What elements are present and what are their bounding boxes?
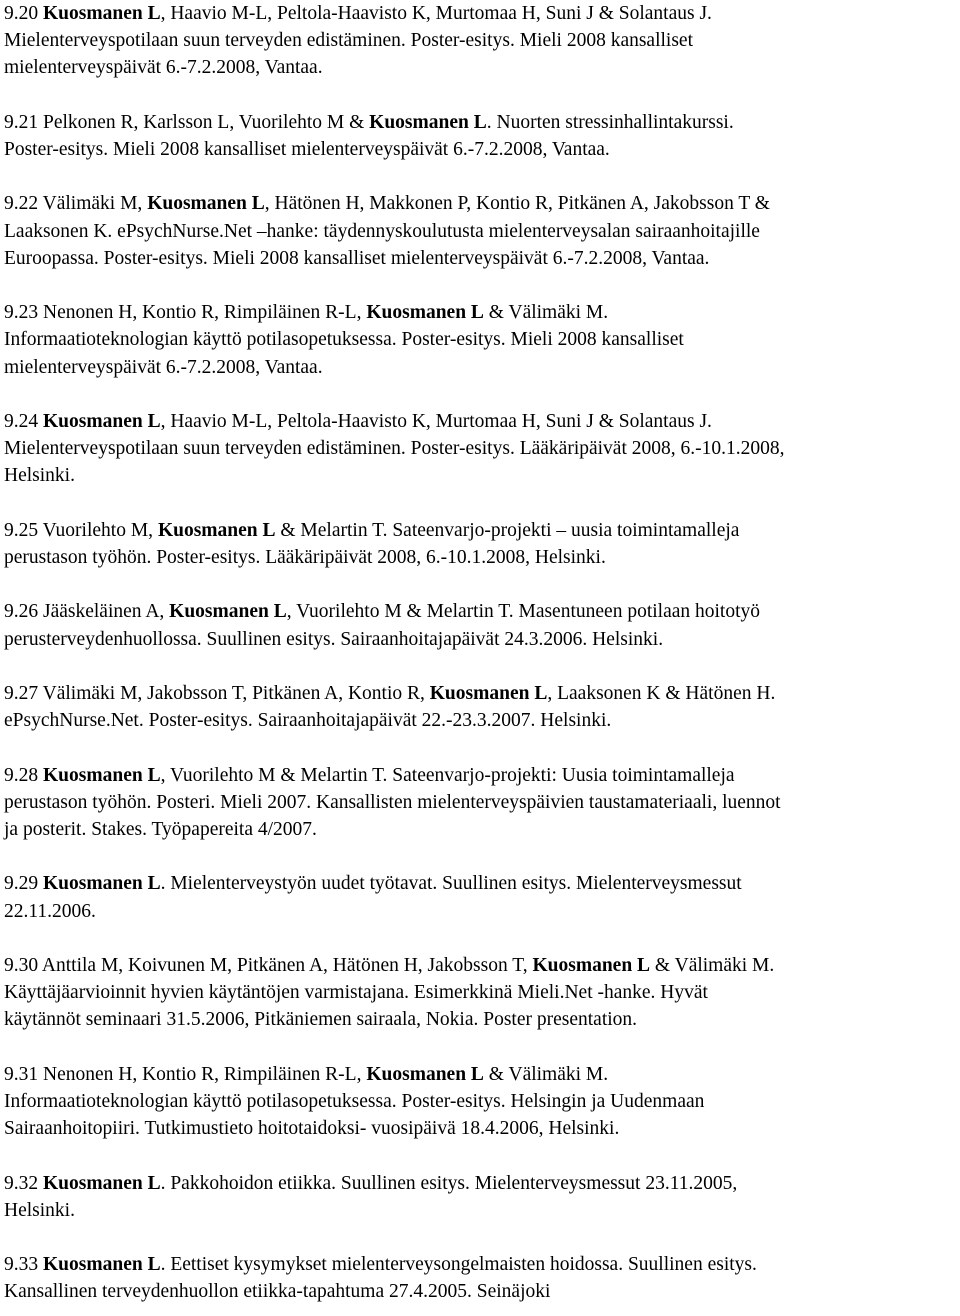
reference-text: , Haavio M-L, Peltola-Haavisto K, Murtomaa H, Suni J & Solantaus J. xyxy=(160,3,712,24)
reference-entry xyxy=(4,408,954,490)
reference-entry xyxy=(4,109,954,163)
reference-text: & Välimäki M. xyxy=(650,954,775,976)
author-highlight: Kuosmanen L xyxy=(369,111,487,133)
reference-line xyxy=(4,1170,954,1197)
reference-text: Käyttäjäarvioinnit hyvien käytäntöjen varmistajana. Esimerkkinä Mieli.Net -hanke. Hyvät xyxy=(4,982,708,1004)
reference-text: Informaatioteknologian käyttö potilasopetuksessa. Poster-esitys. Helsingin ja Uudenmaan xyxy=(4,1090,705,1112)
reference-text: Kansallinen terveydenhuollon etiikka-tapahtuma 27.4.2005. Seinäjoki xyxy=(4,1281,551,1303)
reference-entry xyxy=(4,598,954,652)
author-highlight: Kuosmanen L xyxy=(43,873,161,895)
reference-text: & Melartin T. Sateenvarjo-projekti – uusia toimintamalleja xyxy=(275,519,740,541)
reference-text: Mielenterveyspotilaan suun terveyden edistäminen. Poster-esitys. Lääkäripäivät 2008, 6.-10.1.2008, xyxy=(4,438,785,460)
entry-spacer xyxy=(4,1142,954,1169)
reference-line xyxy=(4,27,954,54)
reference-text: 9.30 Anttila M, Koivunen M, Pitkänen A, Hätönen H, Jakobsson T, xyxy=(4,954,533,976)
author-highlight: Kuosmanen L xyxy=(366,1063,484,1085)
reference-line xyxy=(4,136,954,163)
entry-spacer xyxy=(4,1224,954,1251)
reference-line xyxy=(4,816,954,843)
author-highlight: Kuosmanen L xyxy=(169,601,287,623)
reference-text: 9.27 Välimäki M, Jakobsson T, Pitkänen A, Kontio R, xyxy=(4,682,430,704)
entry-spacer xyxy=(4,1034,954,1061)
reference-text: 9.28 xyxy=(4,764,43,786)
reference-line xyxy=(4,1115,954,1142)
reference-text: , Vuorilehto M & Melartin T. Masentuneen potilaan hoitotyö xyxy=(286,601,761,623)
reference-text: 9.21 Pelkonen R, Karlsson L, Vuorilehto M & xyxy=(4,111,370,133)
reference-entry xyxy=(4,1061,954,1143)
entry-spacer xyxy=(4,490,954,517)
reference-text: Mielenterveyspotilaan suun terveyden edistäminen. Poster-esitys. Mieli 2008 kansalliset xyxy=(4,30,694,52)
reference-text: perustason työhön. Posteri. Mieli 2007. Kansallisten mielenterveyspäivien taustamateriaali, luennot xyxy=(4,791,781,813)
reference-text: 9.25 Vuorilehto M, xyxy=(4,519,158,541)
reference-line xyxy=(4,1251,954,1278)
reference-entry xyxy=(4,299,954,381)
reference-text: mielenterveyspäivät 6.-7.2.2008, Vantaa. xyxy=(4,356,323,378)
entry-spacer xyxy=(4,272,954,299)
reference-line xyxy=(4,870,954,897)
author-highlight: Kuosmanen L xyxy=(429,682,548,704)
reference-line xyxy=(4,1197,954,1224)
author-highlight: Kuosmanen L xyxy=(43,764,161,786)
reference-line xyxy=(4,245,954,272)
reference-text: 9.29 xyxy=(4,873,43,895)
reference-line xyxy=(4,1088,954,1115)
reference-text: , Vuorilehto M & Melartin T. Sateenvarjo-projekti: Uusia toimintamalleja xyxy=(160,764,735,786)
reference-entry xyxy=(4,680,954,734)
reference-line xyxy=(4,54,954,81)
reference-entry xyxy=(4,190,954,272)
entry-spacer xyxy=(4,381,954,408)
reference-line xyxy=(4,762,954,789)
reference-text: perustason työhön. Poster-esitys. Lääkäripäivät 2008, 6.-10.1.2008, Helsinki. xyxy=(4,546,606,568)
reference-text: . Pakkohoidon etiikka. Suullinen esitys. Mielenterveysmessut 23.11.2005, xyxy=(160,1172,738,1194)
author-highlight: Kuosmanen L xyxy=(43,1172,161,1194)
reference-line xyxy=(4,1061,954,1088)
reference-line xyxy=(4,544,954,571)
reference-line xyxy=(4,789,954,816)
entry-spacer xyxy=(4,843,954,870)
reference-text: , Hätönen H, Makkonen P, Kontio R, Pitkänen A, Jakobsson T & xyxy=(264,193,770,215)
reference-text: perusterveydenhuollossa. Suullinen esitys. Sairaanhoitajapäivät 24.3.2006. Helsinki. xyxy=(4,628,664,650)
reference-text: Helsinki. xyxy=(4,465,75,487)
reference-entry xyxy=(4,952,954,1034)
entry-spacer xyxy=(4,571,954,598)
reference-line xyxy=(4,408,954,435)
reference-line xyxy=(4,0,954,27)
reference-text: 9.33 xyxy=(4,1254,43,1276)
reference-entry xyxy=(4,1170,954,1224)
reference-text: 22.11.2006. xyxy=(4,900,96,922)
author-highlight: Kuosmanen L xyxy=(43,1254,161,1276)
reference-line xyxy=(4,462,954,489)
reference-entry xyxy=(4,870,954,924)
reference-text: . Eettiset kysymykset mielenterveysongelmaisten hoidossa. Suullinen esitys. xyxy=(160,1254,757,1276)
reference-text: 9.22 Välimäki M, xyxy=(4,193,148,215)
author-highlight: Kuosmanen L xyxy=(366,302,484,324)
reference-text: Poster-esitys. Mieli 2008 kansalliset mielenterveyspäivät 6.-7.2.2008, Vantaa. xyxy=(4,139,610,160)
reference-text: Euroopassa. Poster-esitys. Mieli 2008 kansalliset mielenterveyspäivät 6.-7.2.2008, Vantaa. xyxy=(4,247,710,269)
author-highlight: Kuosmanen L xyxy=(157,519,276,541)
reference-line xyxy=(4,299,954,326)
reference-entry xyxy=(4,1251,954,1305)
reference-text: 9.31 Nenonen H, Kontio R, Rimpiläinen R-L, xyxy=(4,1063,367,1085)
entry-spacer xyxy=(4,734,954,761)
reference-text: käytännöt seminaari 31.5.2006, Pitkäniemen sairaala, Nokia. Poster presentation. xyxy=(4,1009,638,1031)
reference-text: & Välimäki M. xyxy=(483,302,609,324)
entry-spacer xyxy=(4,653,954,680)
reference-line xyxy=(4,952,954,979)
author-highlight: Kuosmanen L xyxy=(532,954,651,976)
reference-line xyxy=(4,707,954,734)
reference-text: 9.23 Nenonen H, Kontio R, Rimpiläinen R-L, xyxy=(4,302,367,324)
reference-text: mielenterveyspäivät 6.-7.2.2008, Vantaa. xyxy=(4,57,323,79)
reference-text: Informaatioteknologian käyttö potilasopetuksessa. Poster-esitys. Mieli 2008 kansalliset xyxy=(4,329,684,351)
author-highlight: Kuosmanen L xyxy=(43,410,161,432)
author-highlight: Kuosmanen L xyxy=(43,3,161,24)
reference-line xyxy=(4,190,954,217)
reference-line xyxy=(4,1278,954,1305)
reference-text: ja posterit. Stakes. Työpapereita 4/2007. xyxy=(4,818,317,840)
reference-text: 9.32 xyxy=(4,1172,43,1194)
reference-line xyxy=(4,979,954,1006)
reference-line xyxy=(4,354,954,381)
reference-line xyxy=(4,435,954,462)
reference-line xyxy=(4,218,954,245)
reference-text: ePsychNurse.Net. Poster-esitys. Sairaanhoitajapäivät 22.-23.3.2007. Helsinki. xyxy=(4,710,612,732)
entry-spacer xyxy=(4,82,954,109)
reference-text: 9.20 xyxy=(4,3,43,24)
reference-text: . Mielenterveystyön uudet työtavat. Suullinen esitys. Mielenterveysmessut xyxy=(160,873,742,895)
reference-list xyxy=(4,0,954,1306)
reference-text: Sairaanhoitopiiri. Tutkimustieto hoitotaidoksi- vuosipäivä 18.4.2006, Helsinki. xyxy=(4,1118,620,1140)
reference-line xyxy=(4,517,954,544)
reference-line xyxy=(4,326,954,353)
entry-spacer xyxy=(4,925,954,952)
reference-text: & Välimäki M. xyxy=(483,1063,609,1085)
reference-line xyxy=(4,898,954,925)
reference-text: 9.26 Jääskeläinen A, xyxy=(4,601,170,623)
reference-text: 9.24 xyxy=(4,410,43,432)
reference-text: Helsinki. xyxy=(4,1199,75,1221)
reference-line xyxy=(4,598,954,625)
entry-spacer xyxy=(4,163,954,190)
reference-line xyxy=(4,1006,954,1033)
reference-entry xyxy=(4,517,954,571)
reference-text: Laaksonen K. ePsychNurse.Net –hanke: täydennyskoulutusta mielenterveysalan sairaanhoitajille xyxy=(4,220,760,242)
reference-text: , Haavio M-L, Peltola-Haavisto K, Murtomaa H, Suni J & Solantaus J. xyxy=(160,410,712,432)
reference-text: , Laaksonen K & Hätönen H. xyxy=(547,682,776,704)
reference-entry xyxy=(4,762,954,844)
reference-entry xyxy=(4,0,954,82)
author-highlight: Kuosmanen L xyxy=(147,193,265,215)
reference-line xyxy=(4,109,954,136)
reference-line xyxy=(4,680,954,707)
reference-line xyxy=(4,626,954,653)
reference-text: . Nuorten stressinhallintakurssi. xyxy=(486,111,734,133)
